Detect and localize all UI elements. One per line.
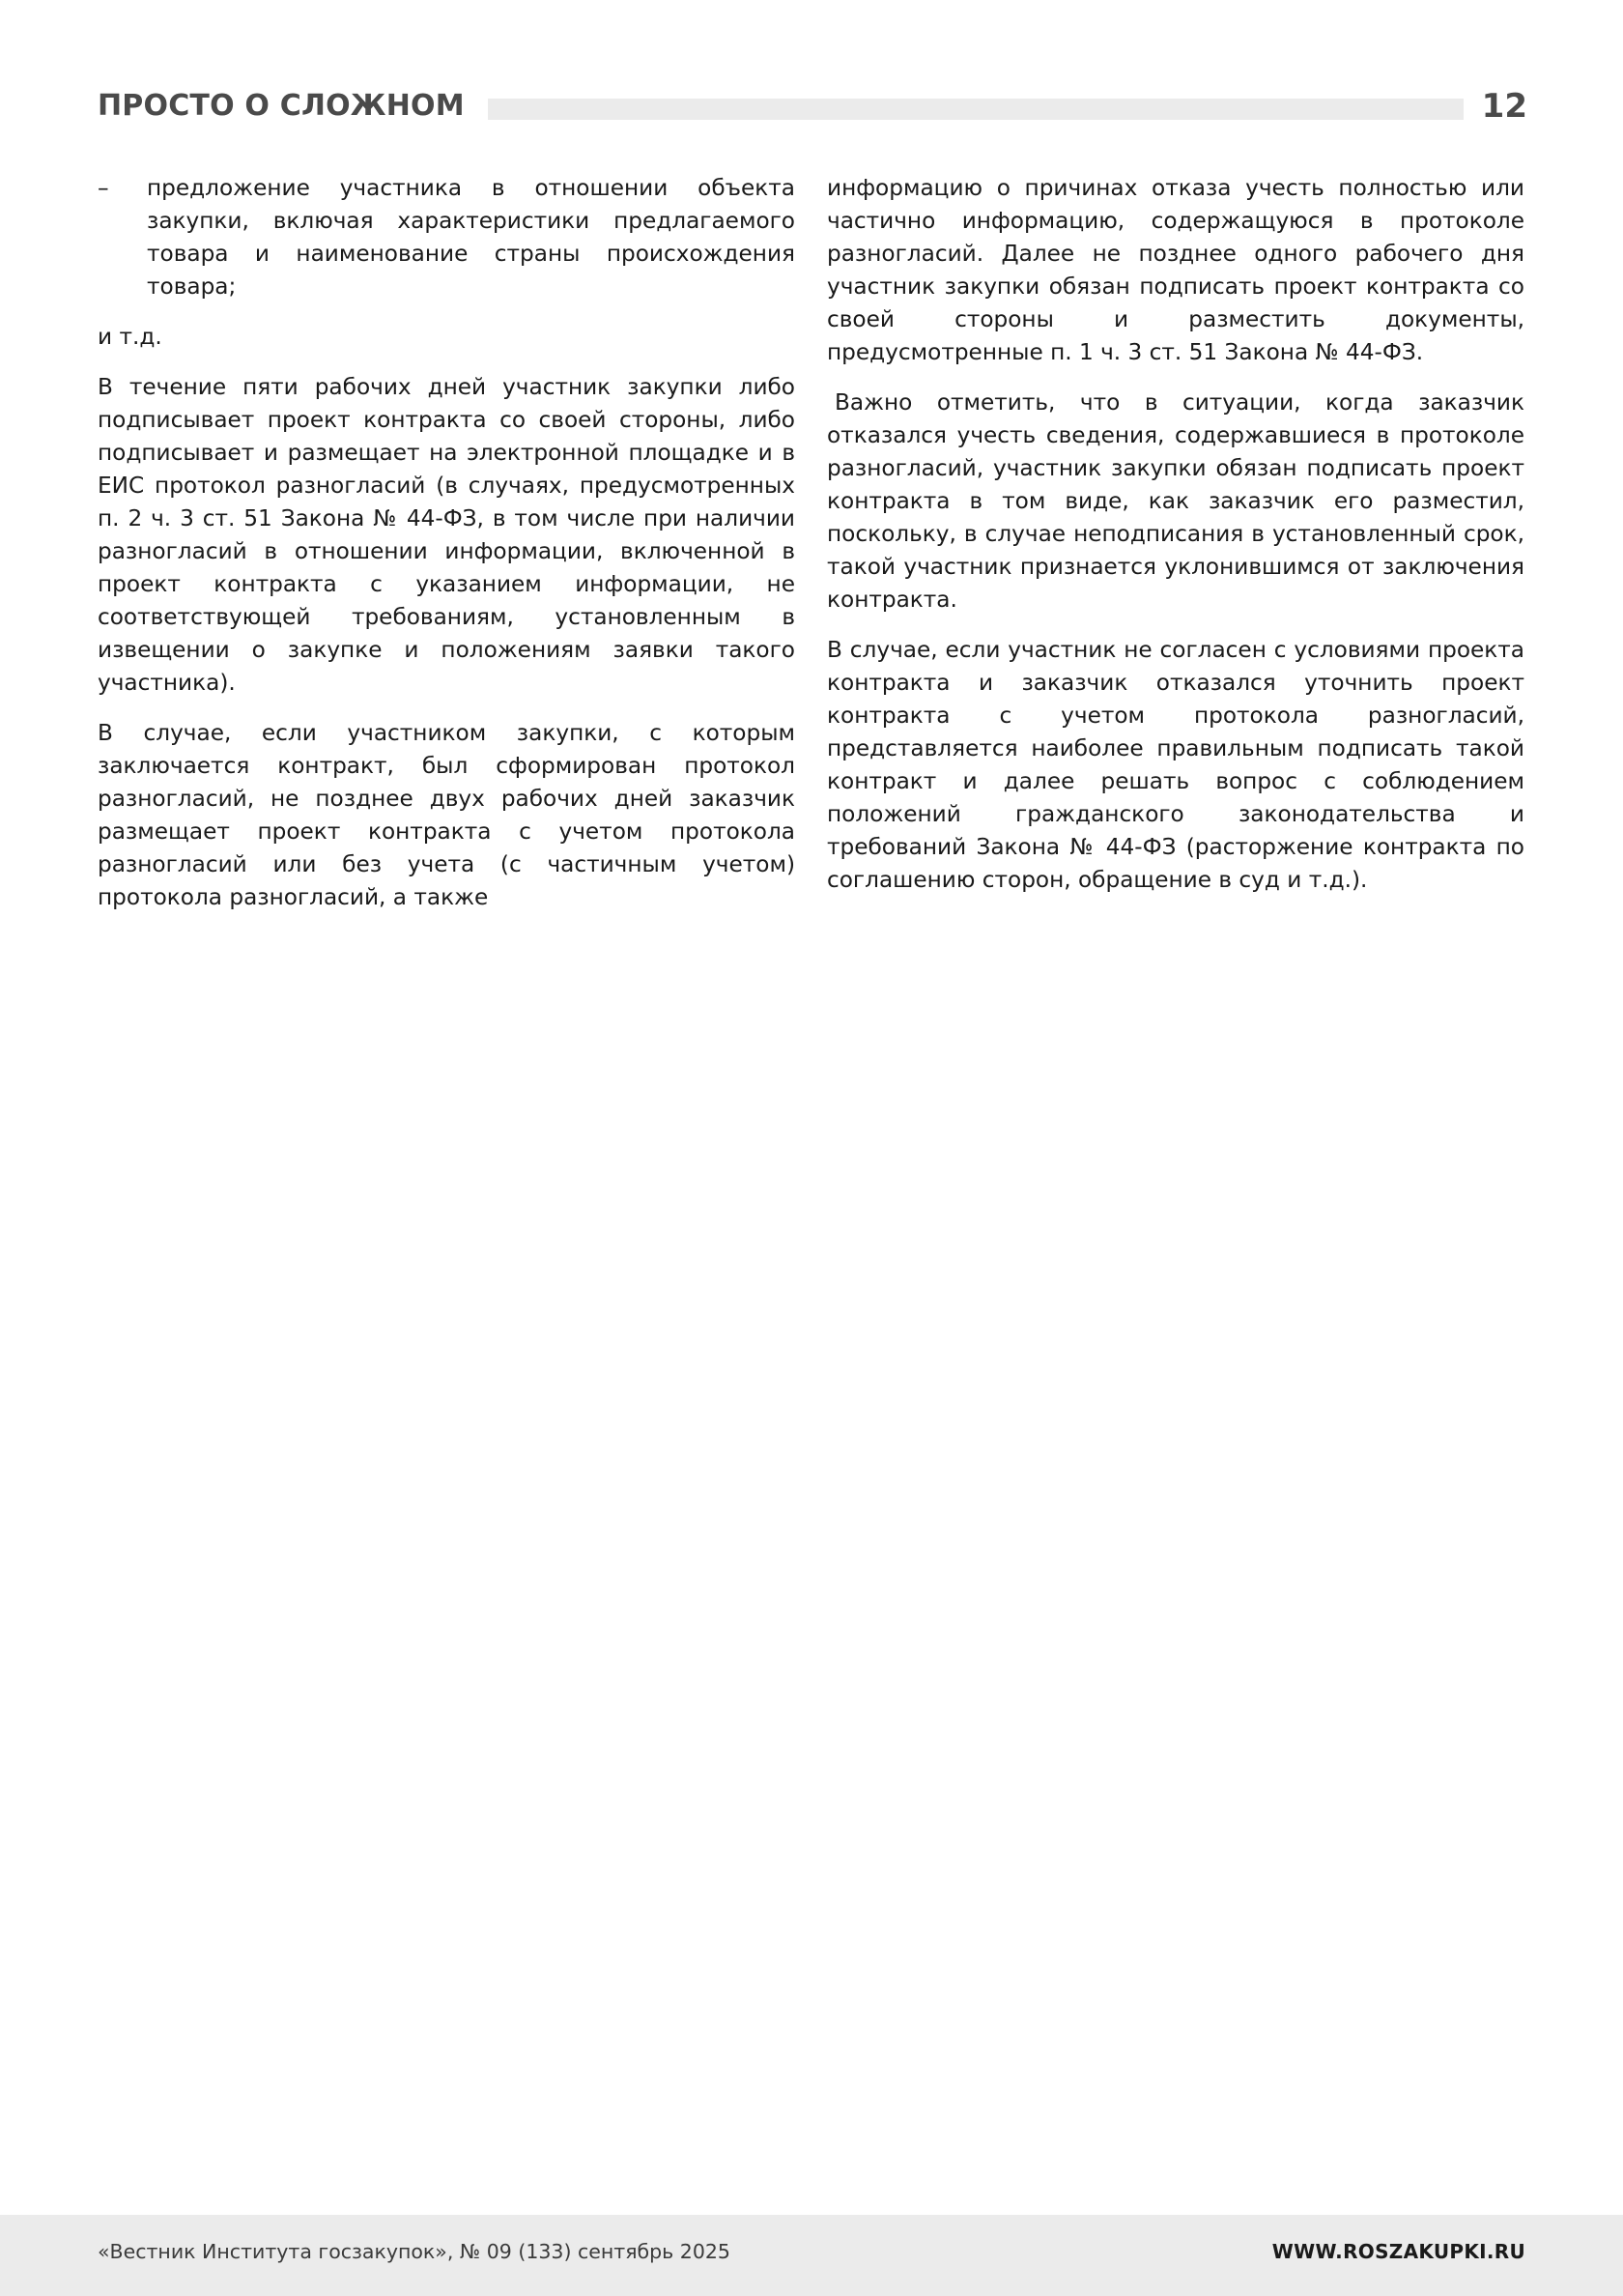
paragraph: В случае, если участник не согласен с условиями проекта контракта и заказчик отказался уточнить проект контракта с учетом протокола разногласий, представляется наиболее правильным подписать такой контракт и далее решать вопрос с соблюдением положений гражданского законодательства и требований Закона № 44-ФЗ (расторжение контракта по соглашению сторон, обращение в суд и т.д.). (827, 637, 1524, 893)
page-header (98, 85, 1527, 129)
section-title: ПРОСТО О СЛОЖНОМ (98, 89, 465, 123)
page-number: 12 (1481, 87, 1527, 126)
paragraph: В течение пяти рабочих дней участник закупки либо подписывает проект контракта со своей стороны, либо подписывает и размещает на электронной площадке и в ЕИС протокол разногласий (в случаях, предусмотренных п. 2 ч. 3 ст. 51 Закона № 44-ФЗ, в том числе при наличии разногласий в отношении информации, включенной в проект контракта с указанием информации, не соответствующей требованиям, установленным в извещении о закупке и положениям заявки такого участника). (98, 374, 795, 696)
list-item (98, 172, 795, 303)
publication-info: «Вестник Института госзакупок», № 09 (133) сентябрь 2025 (98, 2240, 730, 2263)
bullet-text: предложение участника в отношении объекта закупки, включая характеристики предлагаемого товара и наименование страны происхождения товара; (147, 175, 795, 300)
bullet-dash: – (98, 175, 109, 201)
header-divider-bar (488, 99, 1464, 120)
website-link[interactable]: WWW.ROSZAKUPKI.RU (1271, 2240, 1525, 2263)
page-footer (0, 2215, 1623, 2296)
etc-text: и т.д. (98, 324, 162, 350)
paragraph: В случае, если участником закупки, с которым заключается контракт, был сформирован протокол разногласий, не позднее двух рабочих дней заказчик размещает проект контракта с учетом протокола разногласий или без учета (с частичным учетом) протокола разногласий, а также (98, 720, 795, 910)
paragraph: информацию о причинах отказа учесть полностью или частично информацию, содержащуюся в протоколе разногласий. Далее не позднее одного рабочего дня участник закупки обязан подписать проект контракта со своей стороны и разместить документы, предусмотренные п. 1 ч. 3 ст. 51 Закона № 44-ФЗ. (827, 175, 1524, 365)
left-column (98, 172, 795, 932)
right-column (827, 172, 1524, 914)
paragraph: Важно отметить, что в ситуации, когда заказчик отказался учесть сведения, содержавшиеся в протоколе разногласий, участник закупки обязан подписать проект контракта в том виде, как заказчик его разместил, поскольку, в случае неподписания в установленный срок, такой участник признается уклонившимся от заключения контракта. (827, 389, 1524, 613)
